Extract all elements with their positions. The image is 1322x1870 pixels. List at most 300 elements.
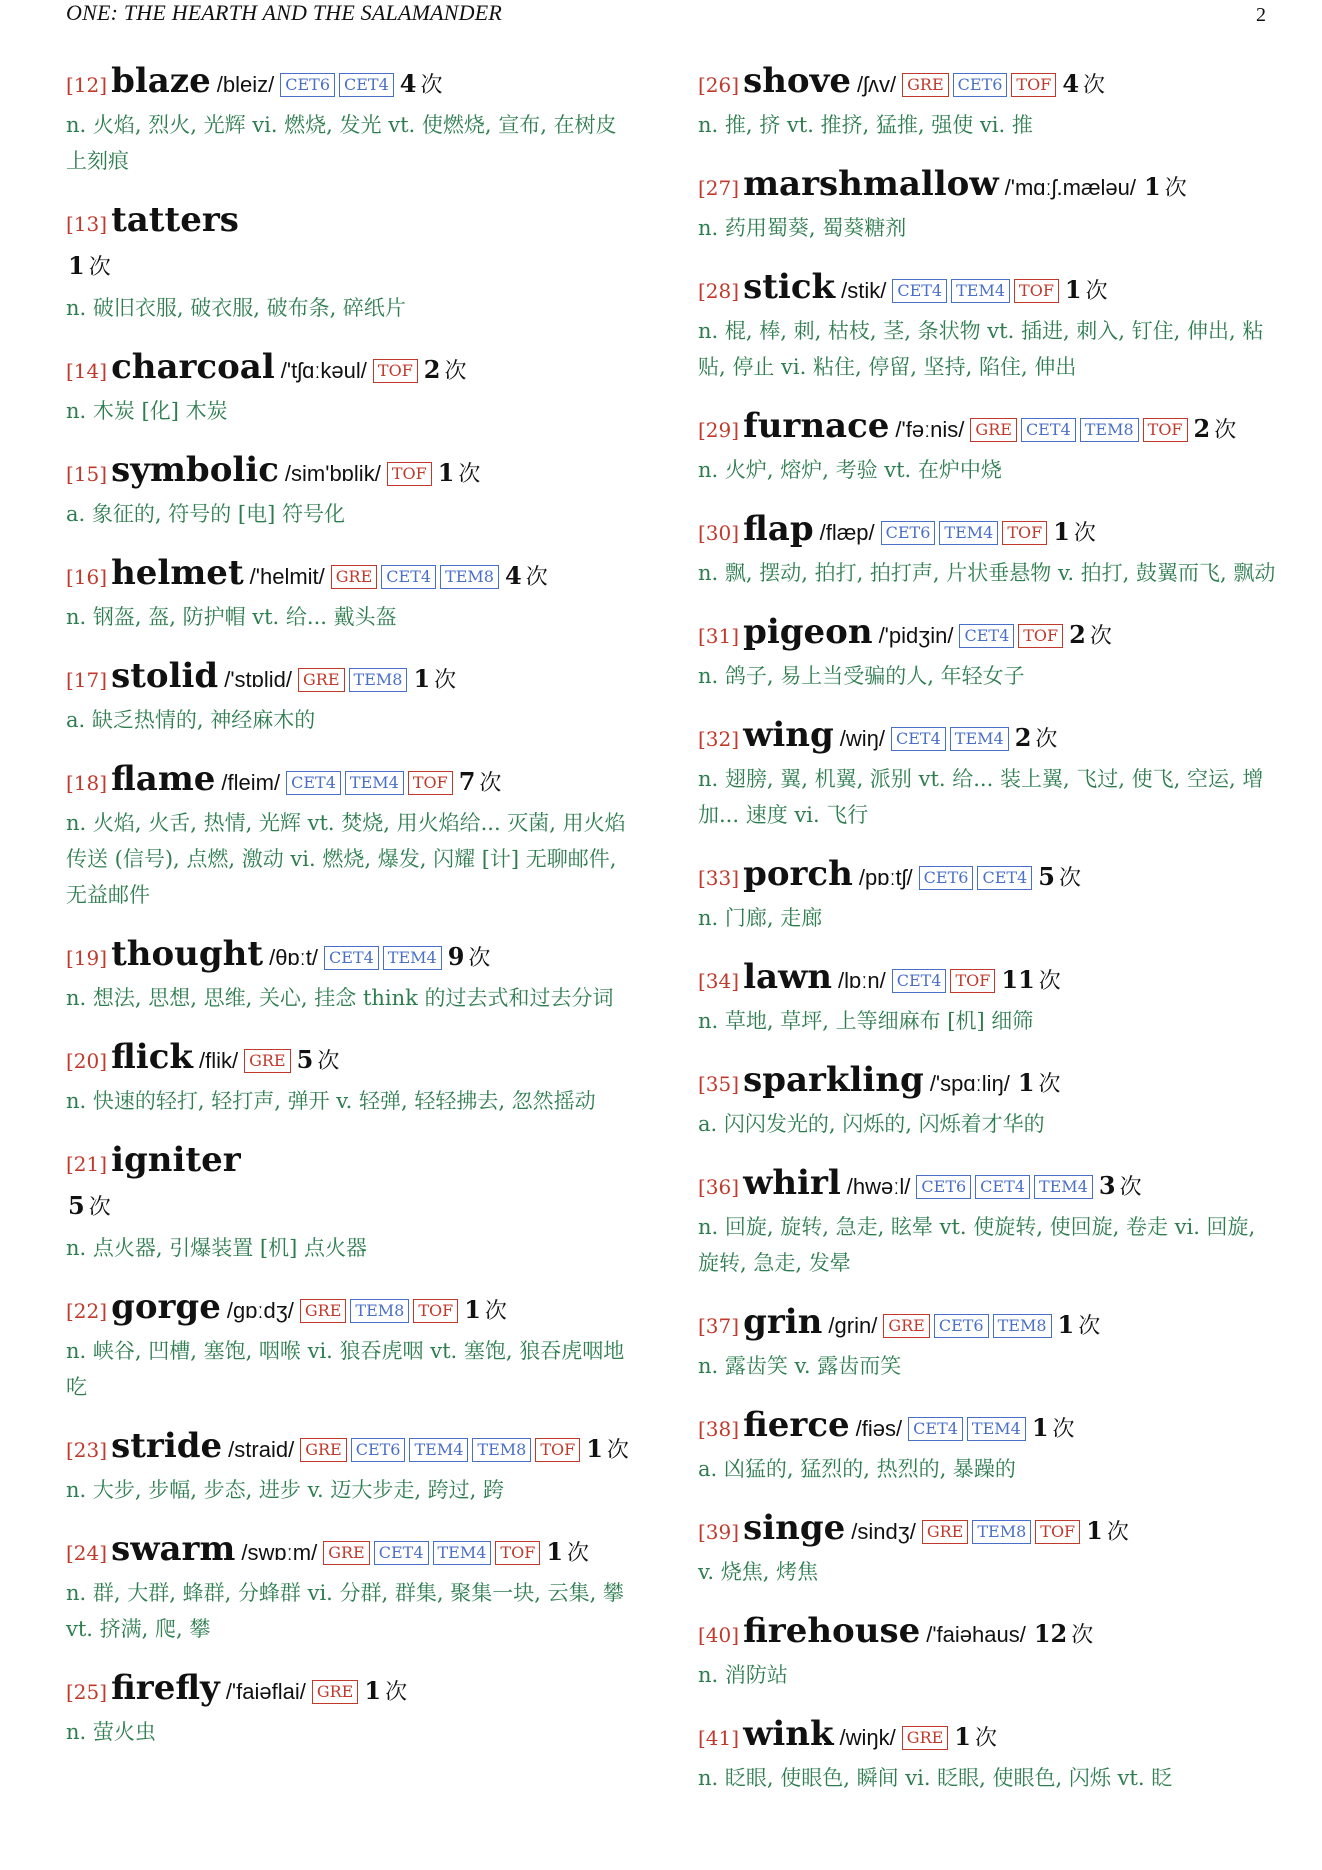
headword: firehouse (743, 1611, 921, 1651)
count-suffix: 次 (317, 1049, 340, 1074)
phonetic: /gɒːdʒ/ (226, 1298, 294, 1323)
headword: lawn (743, 957, 832, 997)
entry-index: [30] (698, 521, 740, 545)
exam-tag-cet6: CET6 (351, 1438, 406, 1462)
definition: n. 钢盔, 盔, 防护帽 vt. 给... 戴头盔 (66, 605, 397, 629)
exam-tag-gre: GRE (312, 1680, 359, 1704)
phonetic: /'mɑːʃ.mæləu/ (1004, 175, 1136, 200)
vocab-entry (698, 1610, 1278, 1693)
vocab-entry (698, 1162, 1278, 1281)
count-suffix: 次 (1106, 1520, 1129, 1545)
exam-tag-tof: TOF (387, 462, 432, 486)
page-number: 2 (1256, 4, 1266, 26)
count-suffix: 次 (1035, 727, 1058, 752)
headword: grin (743, 1302, 823, 1342)
entry-headline (698, 1059, 1278, 1106)
entry-headline (698, 1404, 1278, 1451)
entry-index: [18] (66, 771, 108, 795)
phonetic: /swɒːm/ (241, 1540, 318, 1565)
entry-headline (698, 405, 1278, 452)
exam-tag-tof: TOF (413, 1299, 458, 1323)
exam-tag-gre: GRE (922, 1520, 969, 1544)
occurrence-count (448, 936, 491, 980)
exam-tag-cet4: CET4 (1021, 418, 1076, 442)
occurrence-count (1038, 856, 1081, 900)
vocab-entry (66, 199, 636, 326)
count-number: 5 (68, 1191, 85, 1220)
exam-tag-cet6: CET6 (881, 521, 936, 545)
definition: n. 药用蜀葵, 蜀葵糖剂 (698, 216, 907, 240)
count-number: 2 (1193, 414, 1211, 443)
definition: n. 翅膀, 翼, 机翼, 派别 vt. 给... 装上翼, 飞过, 使飞, 空运, 增加... 速度 vi. 飞行 (698, 767, 1264, 827)
phonetic: /grin/ (828, 1313, 878, 1338)
definition: n. 火炉, 熔炉, 考验 vt. 在炉中烧 (698, 458, 1002, 482)
exam-tag-tem4: TEM4 (345, 771, 404, 795)
exam-tag-cet4: CET4 (975, 1175, 1030, 1199)
count-number: 12 (1033, 1619, 1068, 1648)
vocab-entry (698, 1713, 1278, 1796)
headword: whirl (743, 1163, 841, 1203)
occurrence-count (464, 1289, 507, 1333)
vocab-entry (66, 449, 636, 532)
entry-index: [35] (698, 1072, 740, 1096)
count-number: 1 (586, 1434, 603, 1463)
entry-headline (66, 1425, 636, 1472)
exam-tag-gre: GRE (323, 1541, 370, 1565)
exam-tag-tof: TOF (373, 359, 418, 383)
count-line (66, 1185, 636, 1230)
count-number: 1 (1064, 275, 1082, 304)
exam-tag-cet4: CET4 (977, 866, 1032, 890)
definition: n. 峡谷, 凹槽, 塞饱, 咽喉 vi. 狼吞虎咽 vt. 塞饱, 狼吞虎咽地吃 (66, 1339, 625, 1399)
entry-index: [36] (698, 1175, 740, 1199)
definition: n. 回旋, 旋转, 急走, 眩晕 vt. 使旋转, 使回旋, 卷走 vi. 回旋, 旋转, 急走, 发晕 (698, 1215, 1256, 1275)
occurrence-count (1058, 1304, 1101, 1348)
entry-headline (66, 449, 636, 496)
vocab-entry (66, 933, 636, 1016)
count-number: 1 (437, 458, 455, 487)
definition: n. 大步, 步幅, 步态, 进步 v. 迈大步走, 跨过, 跨 (66, 1478, 505, 1502)
entry-index: [29] (698, 418, 740, 442)
definition: a. 凶猛的, 猛烈的, 热烈的, 暴躁的 (698, 1457, 1016, 1481)
entry-index: [17] (66, 668, 108, 692)
entry-index: [37] (698, 1314, 740, 1338)
count-number: 9 (447, 942, 465, 971)
headword: marshmallow (743, 164, 999, 204)
entry-index: [41] (698, 1726, 740, 1750)
occurrence-count (1018, 1062, 1061, 1106)
headword: stride (111, 1426, 223, 1466)
entry-headline (698, 1162, 1278, 1209)
count-number: 1 (1057, 1310, 1075, 1339)
count-suffix: 次 (1119, 1175, 1142, 1200)
headword: thought (111, 934, 264, 974)
occurrence-count (546, 1531, 589, 1575)
count-suffix: 次 (1058, 866, 1081, 891)
headword: igniter (111, 1140, 241, 1180)
headword: sparkling (743, 1060, 924, 1100)
count-number: 1 (1017, 1068, 1035, 1097)
definition: n. 破旧衣服, 破衣服, 破布条, 碎纸片 (66, 296, 406, 320)
exam-tag-cet6: CET6 (916, 1175, 971, 1199)
exam-tag-gre: GRE (244, 1049, 291, 1073)
count-number: 3 (1098, 1171, 1116, 1200)
entry-headline (698, 1610, 1278, 1657)
vocab-entry (66, 552, 636, 635)
headword: pigeon (743, 612, 873, 652)
definition: n. 草地, 草坪, 上等细麻布 [机] 细筛 (698, 1009, 1034, 1033)
vocab-entry (698, 1404, 1278, 1487)
entry-index: [32] (698, 727, 740, 751)
headword: fierce (743, 1405, 850, 1445)
phonetic: /bleiz/ (216, 72, 275, 97)
phonetic: /wiŋk/ (839, 1725, 896, 1750)
phonetic: /lɒːn/ (838, 968, 886, 993)
phonetic: /fiəs/ (855, 1416, 903, 1441)
entry-headline (66, 60, 636, 107)
exam-tag-tem4: TEM4 (951, 279, 1010, 303)
vocab-entry (698, 405, 1278, 488)
entry-headline (66, 1139, 636, 1230)
exam-tag-cet4: CET4 (891, 727, 946, 751)
phonetic: /hwəːl/ (846, 1174, 911, 1199)
definition: n. 快速的轻打, 轻打声, 弹开 v. 轻弹, 轻轻拂去, 忽然摇动 (66, 1089, 596, 1113)
phonetic: /'tʃɑːkəul/ (280, 358, 367, 383)
occurrence-count (1053, 511, 1096, 555)
exam-tag-tof: TOF (1018, 624, 1063, 648)
exam-tag-gre: GRE (970, 418, 1017, 442)
entry-headline (66, 1667, 636, 1714)
exam-tag-tof: TOF (495, 1541, 540, 1565)
entry-index: [25] (66, 1680, 108, 1704)
count-suffix: 次 (444, 359, 467, 384)
entry-headline (66, 933, 636, 980)
phonetic: /wiŋ/ (839, 726, 885, 751)
left-column (66, 60, 636, 1770)
exam-tag-cet4: CET4 (892, 279, 947, 303)
count-suffix: 次 (434, 668, 457, 693)
count-suffix: 次 (1083, 73, 1106, 98)
phonetic: /fleim/ (221, 770, 281, 795)
headword: stolid (111, 656, 219, 696)
exam-tag-gre: GRE (902, 1726, 949, 1750)
exam-tag-cet4: CET4 (959, 624, 1014, 648)
exam-tag-gre: GRE (902, 73, 949, 97)
headword: flick (111, 1037, 193, 1077)
entry-index: [15] (66, 462, 108, 486)
entry-headline (66, 1528, 636, 1575)
headword: gorge (111, 1287, 221, 1327)
definition: n. 萤火虫 (66, 1720, 156, 1744)
headword: firefly (111, 1668, 220, 1708)
vocab-entry (698, 853, 1278, 936)
count-suffix: 次 (1052, 1417, 1075, 1442)
exam-tag-tem8: TEM8 (440, 565, 499, 589)
phonetic: /'helmit/ (249, 564, 325, 589)
entry-headline (66, 199, 636, 290)
chapter-title: ONE: THE HEARTH AND THE SALAMANDER (66, 0, 502, 25)
exam-tag-tem4: TEM4 (939, 521, 998, 545)
phonetic: /'faiəhaus/ (926, 1622, 1026, 1647)
count-number: 1 (1031, 1413, 1049, 1442)
occurrence-count (1144, 166, 1187, 210)
headword: tatters (111, 200, 239, 240)
count-suffix: 次 (385, 1680, 408, 1705)
entry-index: [22] (66, 1299, 108, 1323)
entry-headline (698, 163, 1278, 210)
count-suffix: 次 (479, 771, 502, 796)
entry-index: [23] (66, 1438, 108, 1462)
definition: n. 火焰, 火舌, 热情, 光辉 vt. 焚烧, 用火焰给... 灭菌, 用火焰传送 (信号), 点燃, 激动 vi. 燃烧, 爆发, 闪耀 [计] 无聊邮件, 无益邮件 (66, 811, 626, 907)
occurrence-count (459, 761, 502, 805)
definition: n. 眨眼, 使眼色, 瞬间 vi. 眨眼, 使眼色, 闪烁 vt. 眨 (698, 1766, 1173, 1790)
count-suffix: 次 (1038, 969, 1061, 994)
exam-tag-tof: TOF (1035, 1520, 1080, 1544)
page-header (66, 0, 1266, 30)
headword: wing (743, 715, 834, 755)
definition: n. 点火器, 引爆装置 [机] 点火器 (66, 1236, 367, 1260)
count-suffix: 次 (525, 565, 548, 590)
entry-index: [24] (66, 1541, 108, 1565)
exam-tag-tem8: TEM8 (472, 1438, 531, 1462)
definition: a. 闪闪发光的, 闪烁的, 闪烁着才华的 (698, 1112, 1045, 1136)
count-suffix: 次 (1078, 1314, 1101, 1339)
exam-tag-gre: GRE (300, 1299, 347, 1323)
exam-tag-cet4: CET4 (892, 969, 947, 993)
occurrence-count (438, 452, 481, 496)
vocab-entry (66, 655, 636, 738)
count-number: 1 (1086, 1516, 1103, 1545)
vocab-entry (698, 1301, 1278, 1384)
vocab-entry (698, 266, 1278, 385)
entry-headline (66, 1286, 636, 1333)
exam-tag-tem4: TEM4 (950, 727, 1009, 751)
headword: symbolic (111, 450, 279, 490)
headword: flap (743, 509, 814, 549)
headword: charcoal (111, 347, 275, 387)
exam-tag-cet4: CET4 (908, 1417, 963, 1441)
headword: blaze (111, 61, 211, 101)
phonetic: /pɒːtʃ/ (858, 865, 913, 890)
definition: a. 缺乏热情的, 神经麻木的 (66, 708, 316, 732)
definition: a. 象征的, 符号的 [电] 符号化 (66, 502, 345, 526)
count-number: 1 (954, 1722, 971, 1751)
count-suffix: 次 (1089, 624, 1112, 649)
count-number: 1 (68, 251, 85, 280)
exam-tag-cet6: CET6 (919, 866, 974, 890)
exam-tag-tof: TOF (408, 771, 453, 795)
headword: stick (743, 267, 836, 307)
definition: n. 想法, 思想, 思维, 关心, 挂念 think 的过去式和过去分词 (66, 986, 614, 1010)
headword: helmet (111, 553, 244, 593)
vocab-entry (66, 1286, 636, 1405)
exam-tag-cet6: CET6 (280, 73, 335, 97)
entry-index: [38] (698, 1417, 740, 1441)
count-suffix: 次 (975, 1726, 998, 1751)
occurrence-count (68, 1191, 111, 1220)
exam-tag-tem4: TEM4 (409, 1438, 468, 1462)
count-suffix: 次 (1085, 279, 1108, 304)
vocab-entry (66, 1667, 636, 1750)
entry-index: [31] (698, 624, 740, 648)
entry-headline (698, 1713, 1278, 1760)
entry-index: [19] (66, 946, 108, 970)
vocab-entry (698, 508, 1278, 591)
phonetic: /ʃʌv/ (857, 72, 897, 97)
entry-headline (66, 758, 636, 805)
headword: porch (743, 854, 853, 894)
vocab-entry (66, 60, 636, 179)
exam-tag-tem8: TEM8 (972, 1520, 1031, 1544)
count-number: 1 (413, 664, 431, 693)
headword: furnace (743, 406, 890, 446)
entry-headline (698, 266, 1278, 313)
exam-tag-tof: TOF (1143, 418, 1188, 442)
phonetic: /sindʒ/ (851, 1519, 916, 1544)
exam-tag-cet6: CET6 (953, 73, 1008, 97)
phonetic: /stik/ (841, 278, 887, 303)
phonetic: /θɒːt/ (269, 945, 319, 970)
occurrence-count (400, 63, 443, 107)
vocab-entry (66, 1139, 636, 1266)
occurrence-count (586, 1428, 629, 1472)
entry-index: [20] (66, 1049, 108, 1073)
exam-tag-gre: GRE (331, 565, 378, 589)
occurrence-count (954, 1716, 997, 1760)
definition: n. 飘, 摆动, 拍打, 拍打声, 片状垂悬物 v. 拍打, 鼓翼而飞, 飘动 (698, 561, 1276, 585)
count-suffix: 次 (1214, 418, 1237, 443)
count-number: 1 (546, 1537, 564, 1566)
exam-tag-tem8: TEM8 (993, 1314, 1052, 1338)
count-number: 2 (1069, 620, 1086, 649)
entry-headline (66, 552, 636, 599)
exam-tag-gre: GRE (298, 668, 345, 692)
entry-index: [34] (698, 969, 740, 993)
vocab-entry (66, 758, 636, 913)
phonetic: /'fəːnis/ (895, 417, 965, 442)
occurrence-count (413, 658, 456, 702)
count-number: 1 (464, 1295, 481, 1324)
phonetic: /flik/ (198, 1048, 239, 1073)
entry-headline (698, 956, 1278, 1003)
count-number: 4 (504, 561, 522, 590)
exam-tag-tof: TOF (535, 1438, 580, 1462)
entry-headline (66, 655, 636, 702)
count-suffix: 次 (1164, 176, 1187, 201)
entry-headline (698, 611, 1278, 658)
count-suffix: 次 (1073, 521, 1096, 546)
count-number: 5 (1038, 862, 1055, 891)
count-number: 2 (423, 355, 441, 384)
occurrence-count (68, 251, 111, 280)
occurrence-count (1032, 1407, 1075, 1451)
count-suffix: 次 (88, 1195, 111, 1220)
phonetic: /sim'bɒlik/ (284, 461, 381, 486)
entry-headline (66, 1036, 636, 1083)
occurrence-count (1086, 1510, 1129, 1554)
entry-headline (698, 714, 1278, 761)
count-number: 1 (1053, 517, 1070, 546)
exam-tag-gre: GRE (883, 1314, 930, 1338)
count-suffix: 次 (1071, 1623, 1094, 1648)
count-suffix: 次 (1038, 1072, 1061, 1097)
entry-index: [26] (698, 73, 740, 97)
entry-index: [27] (698, 176, 740, 200)
definition: n. 露齿笑 v. 露齿而笑 (698, 1354, 902, 1378)
phonetic: /'stɒlid/ (224, 667, 292, 692)
exam-tag-cet4: CET4 (381, 565, 436, 589)
vocab-entry (66, 1425, 636, 1508)
vocab-entry (698, 956, 1278, 1039)
vocab-entry (66, 346, 636, 429)
definition: n. 推, 挤 vt. 推挤, 猛推, 强使 vi. 推 (698, 113, 1033, 137)
count-suffix: 次 (484, 1299, 507, 1324)
count-suffix: 次 (606, 1438, 629, 1463)
headword: swarm (111, 1529, 236, 1569)
count-suffix: 次 (468, 946, 491, 971)
entry-headline (698, 508, 1278, 555)
entry-index: [12] (66, 73, 108, 97)
count-number: 11 (1001, 965, 1035, 994)
entry-index: [16] (66, 565, 108, 589)
exam-tag-tof: TOF (1014, 279, 1059, 303)
vocab-entry (698, 714, 1278, 833)
vocab-entry (698, 1059, 1278, 1142)
exam-tag-tem4: TEM4 (433, 1541, 492, 1565)
definition: v. 烧焦, 烤焦 (698, 1560, 819, 1584)
vocab-entry (698, 611, 1278, 694)
count-suffix: 次 (458, 462, 481, 487)
exam-tag-tof: TOF (1011, 73, 1056, 97)
occurrence-count (424, 349, 467, 393)
vocab-entry (66, 1528, 636, 1647)
count-number: 4 (1062, 69, 1080, 98)
count-suffix: 次 (567, 1541, 590, 1566)
vocab-entry (698, 1507, 1278, 1590)
phonetic: /'spɑːliŋ/ (929, 1071, 1010, 1096)
entry-index: [14] (66, 359, 108, 383)
entry-headline (698, 1507, 1278, 1554)
definition: n. 鸽子, 易上当受骗的人, 年轻女子 (698, 664, 1025, 688)
entry-headline (698, 853, 1278, 900)
entry-index: [39] (698, 1520, 740, 1544)
entry-index: [28] (698, 279, 740, 303)
occurrence-count (1069, 614, 1112, 658)
occurrence-count (1099, 1165, 1142, 1209)
exam-tag-tem4: TEM4 (967, 1417, 1026, 1441)
entry-index: [40] (698, 1623, 740, 1647)
count-suffix: 次 (420, 73, 443, 98)
exam-tag-cet6: CET6 (934, 1314, 989, 1338)
phonetic: /'pidʒin/ (878, 623, 954, 648)
count-number: 1 (1144, 172, 1161, 201)
exam-tag-tof: TOF (1002, 521, 1047, 545)
vocab-entry (698, 163, 1278, 246)
count-number: 2 (1014, 723, 1032, 752)
headword: wink (743, 1714, 834, 1754)
exam-tag-tem8: TEM8 (349, 668, 408, 692)
count-line (66, 245, 636, 290)
occurrence-count (505, 555, 548, 599)
count-number: 4 (399, 69, 417, 98)
vocab-entry (66, 1036, 636, 1119)
occurrence-count (1062, 63, 1105, 107)
occurrence-count (297, 1039, 340, 1083)
exam-tag-cet4: CET4 (339, 73, 394, 97)
entry-headline (66, 346, 636, 393)
definition: n. 棍, 棒, 刺, 枯枝, 茎, 条状物 vt. 插进, 刺入, 钉住, 伸出, 粘贴, 停止 vi. 粘住, 停留, 坚持, 陷住, 伸出 (698, 319, 1264, 379)
definition: n. 消防站 (698, 1663, 788, 1687)
